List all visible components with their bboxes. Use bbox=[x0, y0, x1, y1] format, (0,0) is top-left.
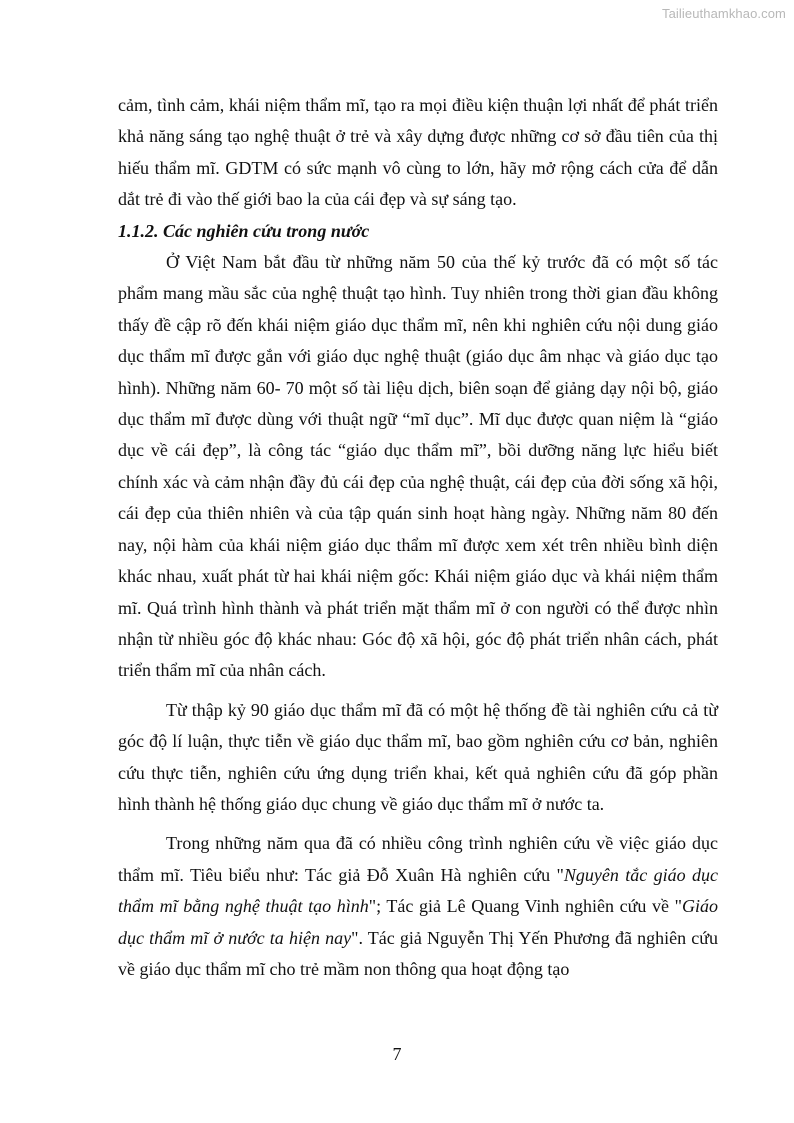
text-run: "; Tác giả Lê Quang Vinh nghiên cứu về " bbox=[368, 896, 682, 917]
work-title-italic: Giáo dục thẩm mĩ ở nước ta hiện nay bbox=[118, 896, 718, 948]
work-title-italic: Nguyên tắc giáo dục thẩm mĩ bằng nghệ thuật tạo hình bbox=[118, 864, 719, 917]
page-number: 7 bbox=[392, 1044, 402, 1064]
text-run: Trong những năm qua đã có nhiều công trình nghiên cứu về việc giáo dục thẩm mĩ. Tiêu biểu như: Tác giả Đỗ Xuân Hà nghiên cứu " bbox=[118, 833, 718, 885]
paragraph-vietnam-history: Ở Việt Nam bắt đầu từ những năm 50 của thế kỷ trước đã có một số tác phẩm mang mầu sắc của nghệ thuật tạo hình. Tuy nhiên trong thời gian đầu không thấy đề cập rõ đến khái niệm giáo dục thẩm mĩ, nên khi nghiên cứu nội dung giáo dục thẩm mĩ được gắn với giáo dục nghệ thuật (giáo dục âm nhạc và giáo dục tạo hình). Những năm 60- 70 một số tài liệu dịch, biên soạn để giảng dạy nội bộ, giáo dục thẩm mĩ được dùng với thuật ngữ “mĩ dục”. Mĩ dục được quan niệm là “giáo dục về cái đẹp”, là công tác “giáo dục thẩm mĩ”, bồi dưỡng năng lực hiểu biết chính xác và cảm nhận đầy đủ cái đẹp của nghệ thuật, cái đẹp của đời sống xã hội, cái đẹp của thiên nhiên và của tập quán sinh hoạt hàng ngày. Những năm 80 đến nay, nội hàm của khái niệm giáo dục thẩm mĩ được xem xét trên nhiều bình diện khác nhau, xuất phát từ hai khái niệm gốc: Khái niệm giáo dục và khái niệm thẩm mĩ. Quá trình hình thành và phát triển mặt thẩm mĩ ở con người có thể được nhìn nhận từ nhiều góc độ khác nhau: Góc độ xã hội, góc độ phát triển nhân cách, phát triển thẩm mĩ của nhân cách. bbox=[118, 252, 718, 681]
page-content bbox=[118, 90, 718, 985]
paragraph-continuation: cảm, tình cảm, khái niệm thẩm mĩ, tạo ra mọi điều kiện thuận lợi nhất để phát triển khả năng sáng tạo nghệ thuật ở trẻ và xây dựng được những cơ sở đầu tiên của thị hiếu thẩm mĩ. GDTM có sức mạnh vô cùng to lớn, hãy mở rộng cách cửa để dẫn dắt trẻ đi vào thế giới bao la của cái đẹp và sự sáng tạo. bbox=[118, 95, 718, 210]
paragraph-1990s-research: Từ thập kỷ 90 giáo dục thẩm mĩ đã có một hệ thống đề tài nghiên cứu cả từ góc độ lí luận, thực tiễn về giáo dục thẩm mĩ, bao gồm nghiên cứu cơ bản, nghiên cứu thực tiễn, nghiên cứu ứng dụng triển khai, kết quả nghiên cứu đã góp phần hình thành hệ thống giáo dục chung về giáo dục thẩm mĩ ở nước ta. bbox=[118, 699, 718, 814]
watermark: Tailieuthamkhao.com bbox=[661, 6, 786, 21]
text-run: ". Tác giả Nguyễn Thị Yến Phương đã nghiên cứu về giáo dục thẩm mĩ cho trẻ mầm non thông qua hoạt động tạo bbox=[118, 927, 718, 979]
section-heading: 1.1.2. Các nghiên cứu trong nước bbox=[118, 220, 370, 241]
paragraph-notable-works bbox=[118, 828, 718, 985]
